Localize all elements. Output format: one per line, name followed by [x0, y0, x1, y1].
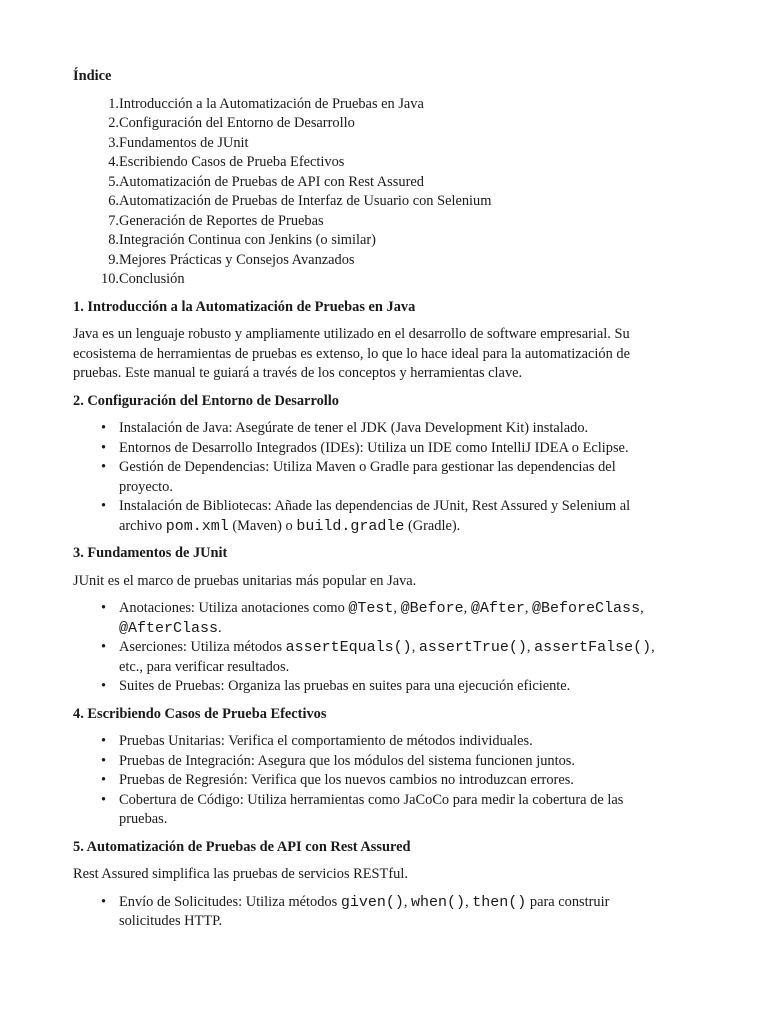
list-item: • Pruebas Unitarias: Verifica el comportamiento de métodos individuales. — [73, 732, 673, 752]
section-5-list — [73, 893, 673, 932]
inline-code: when() — [411, 893, 466, 911]
list-item: • Pruebas de Integración: Asegura que los módulos del sistema funcionen juntos. — [73, 752, 673, 772]
list-item: • Anotaciones: Utiliza anotaciones como @Test, @Before, @After, @BeforeClass, @AfterClass. — [73, 599, 673, 638]
toc-item: 6. Automatización de Pruebas de Interfaz de Usuario con Selenium — [108, 193, 492, 209]
index-title: Índice — [73, 68, 112, 84]
section-3-paragraph: JUnit es el marco de pruebas unitarias más popular en Java. — [73, 572, 417, 589]
inline-code: given() — [340, 893, 404, 911]
section-4-heading: 4. Escribiendo Casos de Prueba Efectivos — [73, 705, 327, 722]
inline-code: assertFalse() — [534, 639, 652, 656]
section-5-paragraph: Rest Assured simplifica las pruebas de servicios RESTful. — [73, 866, 408, 882]
inline-code: assertTrue() — [418, 639, 527, 656]
list-item: • Instalación de Java: Asegúrate de tener el JDK (Java Development Kit) instalado. — [73, 419, 673, 439]
list-item: • Pruebas de Regresión: Verifica que los nuevos cambios no introduzcan errores. — [73, 771, 673, 791]
list-item: • Gestión de Dependencias: Utiliza Maven o Gradle para gestionar las dependencias del proyecto. — [73, 458, 673, 497]
toc-item: 8. Integración Continua con Jenkins (o similar) — [108, 232, 376, 248]
section-3-list — [73, 599, 673, 697]
inline-code: then() — [472, 893, 527, 911]
inline-code: @Test — [348, 600, 394, 617]
toc-item: 5. Automatización de Pruebas de API con Rest Assured — [108, 173, 424, 190]
inline-code: @BeforeClass — [532, 600, 641, 617]
inline-code: pom.xml — [165, 517, 229, 535]
toc-item: 9. Mejores Prácticas y Consejos Avanzados — [108, 251, 355, 268]
toc-item: 1. Introducción a la Automatización de Pruebas en Java — [108, 95, 424, 112]
inline-code: build.gradle — [296, 517, 405, 535]
inline-code: assertEquals() — [285, 639, 412, 656]
toc-item: 4. Escribiendo Casos de Prueba Efectivos — [108, 154, 345, 170]
section-5-heading: 5. Automatización de Pruebas de API con Rest Assured — [73, 838, 411, 855]
inline-code: @After — [470, 600, 525, 617]
table-of-contents — [73, 95, 673, 290]
section-1-paragraph: Java es un lenguaje robusto y ampliamente utilizado en el desarrollo de software empresarial. Su ecosistema de herramientas de pruebas es extenso, lo que lo hace ideal para la automatización de pruebas. Este manual te guiará a través de los conceptos y herramientas clave. — [73, 326, 630, 381]
document-page — [73, 67, 673, 940]
inline-code: @Before — [400, 600, 464, 617]
list-item: • Entornos de Desarrollo Integrados (IDEs): Utiliza un IDE como IntelliJ IDEA o Eclipse. — [73, 439, 673, 459]
toc-item: 3. Fundamentos de JUnit — [108, 134, 249, 151]
section-3-heading: 3. Fundamentos de JUnit — [73, 545, 228, 561]
list-item: • Cobertura de Código: Utiliza herramientas como JaCoCo para medir la cobertura de las pruebas. — [73, 791, 673, 830]
toc-item: 10. Conclusión — [101, 271, 185, 287]
inline-code: @AfterClass — [119, 619, 219, 637]
section-1-heading: 1. Introducción a la Automatización de Pruebas en Java — [73, 298, 416, 315]
section-2-list — [73, 419, 673, 536]
section-2-heading: 2. Configuración del Entorno de Desarrollo — [73, 392, 339, 409]
toc-item: 2. Configuración del Entorno de Desarrollo — [108, 115, 355, 131]
list-item: • Envío de Solicitudes: Utiliza métodos given(), when(), then() para construir solicitudes HTTP. — [73, 893, 673, 932]
list-item: • Instalación de Bibliotecas: Añade las dependencias de JUnit, Rest Assured y Selenium al archivo pom.xml (Maven) o build.gradle (Gradle). — [73, 497, 673, 536]
list-item: • Aserciones: Utiliza métodos assertEquals(), assertTrue(), assertFalse(), etc., para verificar resultados. — [73, 638, 673, 677]
list-item: • Suites de Pruebas: Organiza las pruebas en suites para una ejecución eficiente. — [73, 677, 673, 697]
section-4-list — [73, 732, 673, 830]
toc-item: 7. Generación de Reportes de Pruebas — [108, 212, 324, 229]
